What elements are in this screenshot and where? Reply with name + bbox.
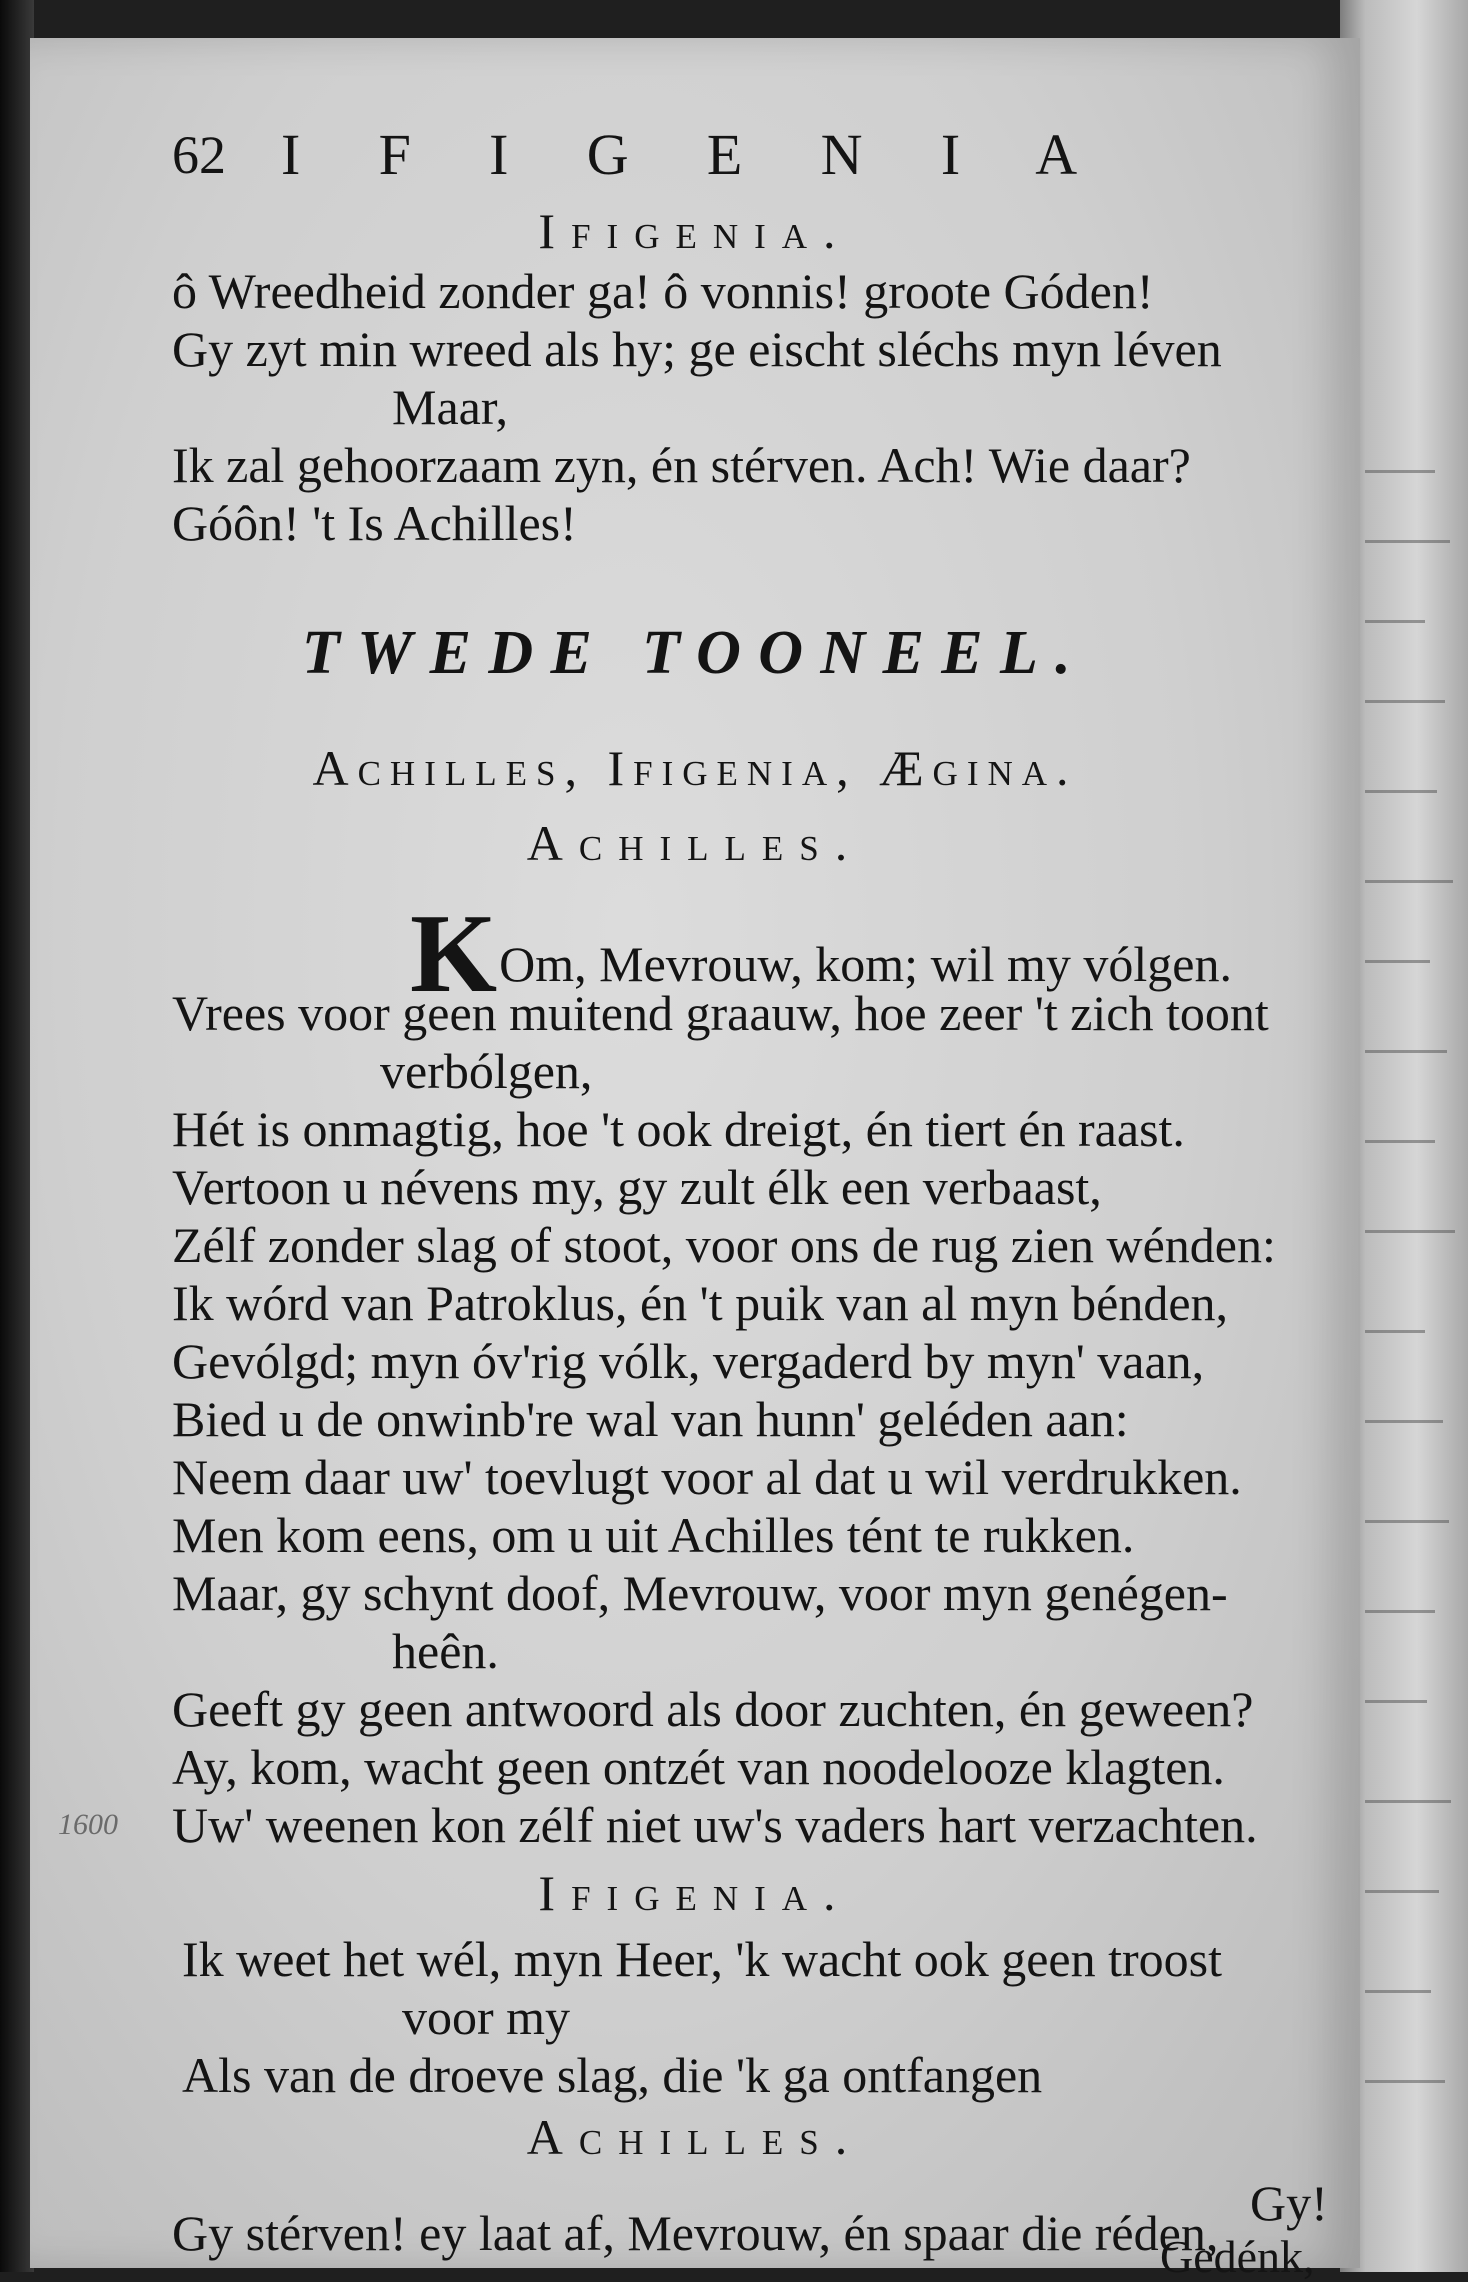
facing-page-text-fragment — [1365, 620, 1425, 623]
verse-line: voor my — [402, 1989, 571, 2045]
verse-line: Maar, gy schynt doof, Mevrouw, voor myn genégen- — [172, 1565, 1228, 1621]
facing-page-text-fragment — [1365, 1610, 1435, 1613]
facing-page-text-fragment — [1365, 700, 1445, 703]
running-title: I F I G E N I A — [280, 122, 1110, 187]
verse-line: Zélf zonder slag of stoot, voor ons de rug zien wénden: — [172, 1217, 1276, 1273]
verse-line: Gevólgd; myn óv'rig vólk, vergaderd by myn' vaan, — [172, 1333, 1205, 1389]
facing-page-text-fragment — [1365, 790, 1437, 793]
verse-line: Góôn! 't Is Achilles! — [172, 495, 577, 551]
facing-page-text-fragment — [1365, 1800, 1451, 1803]
verse-line: Hét is onmagtig, hoe 't ook dreigt, én tiert én raast. — [172, 1101, 1185, 1157]
facing-page-text-fragment — [1365, 1990, 1431, 1993]
facing-page-text-fragment — [1365, 1230, 1455, 1233]
margin-annotation: 1600 — [58, 1808, 118, 1841]
verse-line: verbólgen, — [380, 1043, 593, 1099]
facing-page-text-fragment — [1365, 880, 1453, 883]
verse-line: Gy zyt min wreed als hy; ge eischt sléchs myn léven — [172, 321, 1222, 377]
book-page — [30, 38, 1360, 2282]
facing-page-text-fragment — [1365, 960, 1430, 963]
facing-page-text-fragment — [1365, 540, 1450, 543]
catchword: Gedénk, — [1160, 2231, 1315, 2282]
facing-page-text-fragment — [1365, 1890, 1439, 1893]
scene-title: TWEDE TOONEEL. — [301, 619, 1089, 687]
verse-line: Vertoon u névens my, gy zult élk een verbaast, — [172, 1159, 1102, 1215]
verse-line: Bied u de onwinb're wal van hunn' geléden aan: — [172, 1391, 1129, 1447]
verse-line: Men kom eens, om u uit Achilles tént te rukken. — [172, 1507, 1135, 1563]
verse-line: Neem daar uw' toevlugt voor al dat u wil verdrukken. — [172, 1449, 1242, 1505]
verse-line: Vrees voor geen muitend graauw, hoe zeer 't zich toont — [172, 985, 1269, 1041]
verse-line: Als van de droeve slag, die 'k ga ontfangen — [182, 2047, 1043, 2103]
facing-page-text-fragment — [1365, 1050, 1447, 1053]
page-number: 62 — [172, 125, 226, 185]
verse-line: Geeft gy geen antwoord als door zuchten, én geween? — [172, 1681, 1254, 1737]
drop-cap: K — [410, 892, 498, 1016]
verse-line: Ik zal gehoorzaam zyn, én stérven. Ach! Wie daar? — [172, 437, 1191, 493]
verse-line: Ik wórd van Patroklus, én 't puik van al myn bénden, — [172, 1275, 1229, 1331]
speaker-achilles: Achilles. — [526, 2109, 864, 2165]
verse-line: Om, Mevrouw, kom; wil my vólgen. — [499, 936, 1232, 992]
speaker-ifigenia: Ifigenia. — [538, 1865, 852, 1921]
facing-page-text-fragment — [1365, 470, 1435, 473]
binding-shadow — [0, 0, 34, 2272]
facing-page-text-fragment — [1365, 1700, 1427, 1703]
verse-line: Ik weet het wél, myn Heer, 'k wacht ook geen troost — [182, 1931, 1223, 1987]
verse-line: heên. — [392, 1623, 499, 1679]
facing-page-text-fragment — [1365, 1520, 1449, 1523]
facing-page-text-fragment — [1365, 1420, 1443, 1423]
verse-line: Gy! — [1250, 2175, 1328, 2231]
facing-page-text-fragment — [1365, 2080, 1445, 2083]
facing-page-text-fragment — [1365, 1330, 1425, 1333]
cast-list: Achilles, Ifigenia, Ægina. — [312, 740, 1078, 796]
verse-line: Uw' weenen kon zélf niet uw's vaders hart verzachten. — [172, 1797, 1258, 1853]
verse-line: Gy stérven! ey laat af, Mevrouw, én spaar die réden, — [172, 2205, 1219, 2261]
verse-line: Ay, kom, wacht geen ontzét van noodelooze klagten. — [172, 1739, 1225, 1795]
verse-line: ô Wreedheid zonder ga! ô vonnis! groote Góden! — [172, 263, 1154, 319]
speaker-achilles: Achilles. — [526, 815, 864, 871]
speaker-ifigenia: Ifigenia. — [538, 203, 852, 259]
facing-page-text-fragment — [1365, 1140, 1435, 1143]
verse-line: Maar, — [392, 379, 508, 435]
